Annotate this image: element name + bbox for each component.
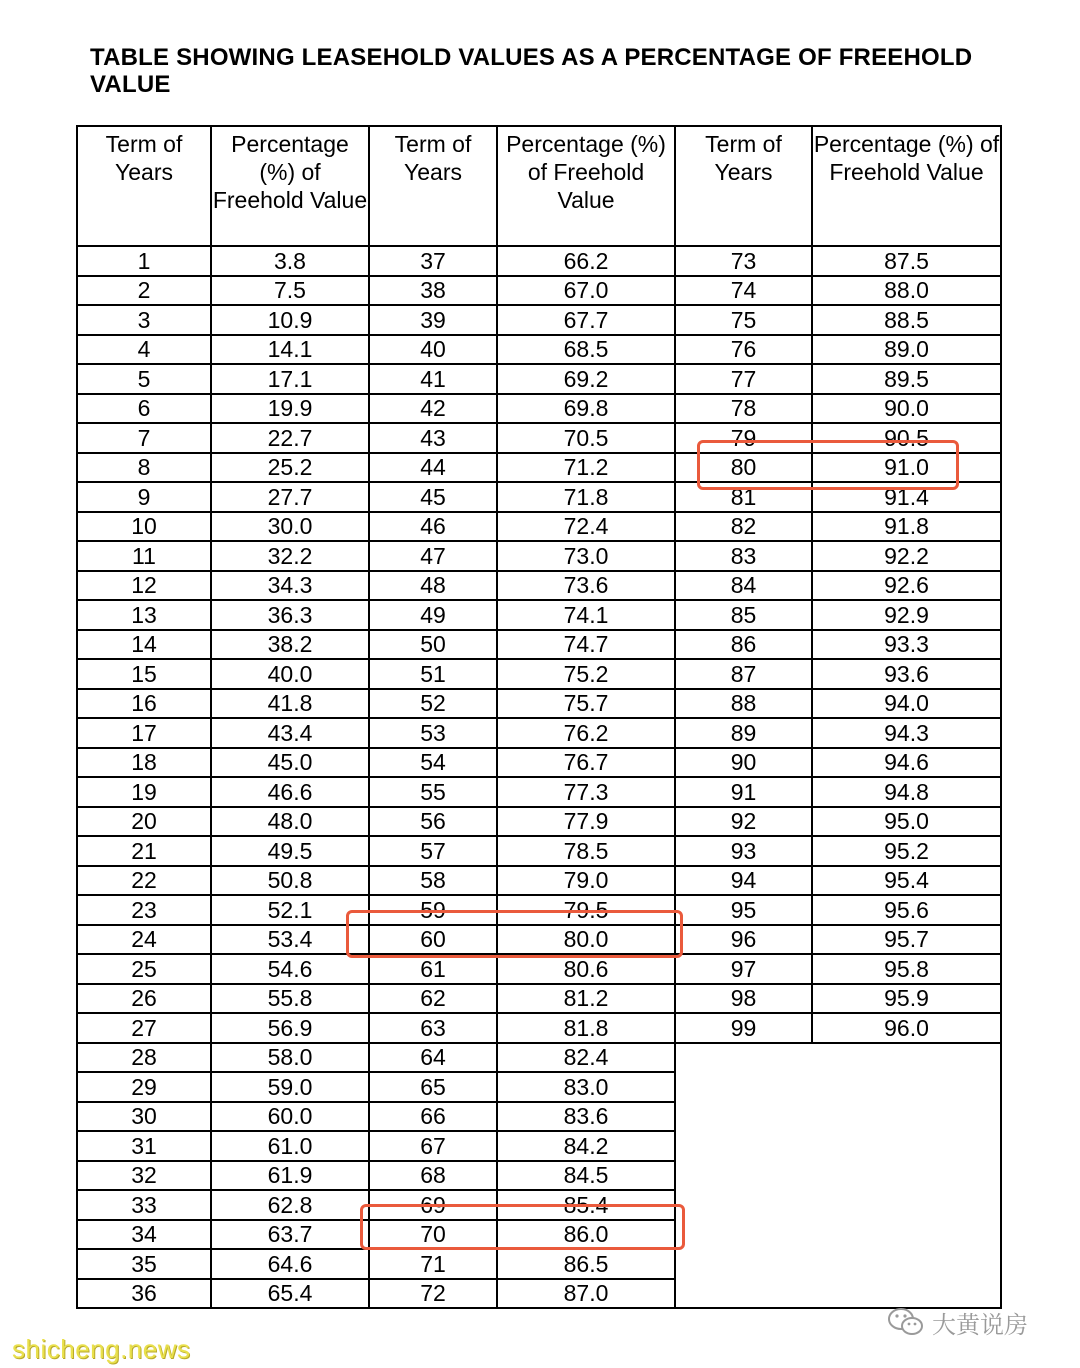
term-years-cell: 15 [77,659,211,689]
table-row [77,777,1001,807]
percentage-value-cell: 68.5 [497,335,675,365]
term-years-cell: 89 [675,718,812,748]
empty-cell [675,1043,812,1073]
term-years-cell: 13 [77,600,211,630]
term-years-cell: 71 [369,1249,497,1279]
percentage-value-cell: 74.7 [497,630,675,660]
percentage-value-cell: 77.3 [497,777,675,807]
term-years-cell: 97 [675,954,812,984]
percentage-value-cell: 66.2 [497,246,675,276]
term-years-cell: 64 [369,1043,497,1073]
term-years-cell: 2 [77,276,211,306]
watermark-account [886,1304,1028,1340]
percentage-value-cell: 79.5 [497,895,675,925]
percentage-value-cell: 92.9 [812,600,1001,630]
table-row [77,1220,1001,1250]
table-row [77,1013,1001,1043]
term-years-cell: 6 [77,394,211,424]
empty-cell [812,1190,1001,1220]
term-years-cell: 33 [77,1190,211,1220]
watermark-site: shicheng.news [12,1334,191,1364]
percentage-value-cell: 38.2 [211,630,369,660]
term-years-cell: 83 [675,541,812,571]
term-years-cell: 32 [77,1161,211,1191]
table-row [77,718,1001,748]
term-years-cell: 72 [369,1279,497,1309]
header-term-2: Term of Years [369,126,497,246]
percentage-value-cell: 92.2 [812,541,1001,571]
empty-cell [675,1161,812,1191]
header-row [77,126,1001,246]
percentage-value-cell: 40.0 [211,659,369,689]
table-row [77,1161,1001,1191]
term-years-cell: 20 [77,807,211,837]
term-years-cell: 60 [369,925,497,955]
term-years-cell: 44 [369,453,497,483]
term-years-cell: 48 [369,571,497,601]
percentage-value-cell: 56.9 [211,1013,369,1043]
table-row [77,1072,1001,1102]
term-years-cell: 50 [369,630,497,660]
term-years-cell: 1 [77,246,211,276]
percentage-value-cell: 7.5 [211,276,369,306]
term-years-cell: 63 [369,1013,497,1043]
percentage-value-cell: 41.8 [211,689,369,719]
table-row [77,984,1001,1014]
table-row [77,394,1001,424]
percentage-value-cell: 49.5 [211,836,369,866]
wechat-icon [886,1306,926,1338]
percentage-value-cell: 95.9 [812,984,1001,1014]
percentage-value-cell: 87.5 [812,246,1001,276]
term-years-cell: 59 [369,895,497,925]
term-years-cell: 85 [675,600,812,630]
percentage-value-cell: 79.0 [497,866,675,896]
empty-cell [812,1072,1001,1102]
table-row [77,571,1001,601]
empty-cell [675,1220,812,1250]
percentage-value-cell: 50.8 [211,866,369,896]
percentage-value-cell: 83.0 [497,1072,675,1102]
percentage-value-cell: 95.6 [812,895,1001,925]
percentage-value-cell: 80.0 [497,925,675,955]
term-years-cell: 29 [77,1072,211,1102]
term-years-cell: 56 [369,807,497,837]
percentage-value-cell: 17.1 [211,364,369,394]
term-years-cell: 27 [77,1013,211,1043]
term-years-cell: 77 [675,364,812,394]
term-years-cell: 73 [675,246,812,276]
percentage-value-cell: 88.0 [812,276,1001,306]
term-years-cell: 62 [369,984,497,1014]
term-years-cell: 36 [77,1279,211,1309]
term-years-cell: 87 [675,659,812,689]
term-years-cell: 49 [369,600,497,630]
percentage-value-cell: 95.4 [812,866,1001,896]
term-years-cell: 90 [675,748,812,778]
percentage-value-cell: 83.6 [497,1102,675,1132]
term-years-cell: 14 [77,630,211,660]
empty-cell [812,1249,1001,1279]
table-row [77,600,1001,630]
term-years-cell: 88 [675,689,812,719]
empty-cell [675,1131,812,1161]
term-years-cell: 39 [369,305,497,335]
percentage-value-cell: 69.8 [497,394,675,424]
percentage-value-cell: 34.3 [211,571,369,601]
table-row [77,1102,1001,1132]
percentage-value-cell: 78.5 [497,836,675,866]
term-years-cell: 67 [369,1131,497,1161]
empty-cell [675,1249,812,1279]
term-years-cell: 24 [77,925,211,955]
percentage-value-cell: 84.5 [497,1161,675,1191]
table-row [77,276,1001,306]
table-row [77,1279,1001,1309]
term-years-cell: 3 [77,305,211,335]
percentage-value-cell: 55.8 [211,984,369,1014]
term-years-cell: 30 [77,1102,211,1132]
header-term-3: Term of Years [675,126,812,246]
percentage-value-cell: 77.9 [497,807,675,837]
table-row [77,807,1001,837]
term-years-cell: 51 [369,659,497,689]
percentage-value-cell: 54.6 [211,954,369,984]
percentage-value-cell: 64.6 [211,1249,369,1279]
percentage-value-cell: 65.4 [211,1279,369,1309]
percentage-value-cell: 82.4 [497,1043,675,1073]
percentage-value-cell: 27.7 [211,482,369,512]
percentage-value-cell: 36.3 [211,600,369,630]
table-row [77,541,1001,571]
term-years-cell: 58 [369,866,497,896]
percentage-value-cell: 95.2 [812,836,1001,866]
table-row [77,335,1001,365]
term-years-cell: 69 [369,1190,497,1220]
percentage-value-cell: 25.2 [211,453,369,483]
table-row [77,1249,1001,1279]
term-years-cell: 18 [77,748,211,778]
table-row [77,423,1001,453]
term-years-cell: 76 [675,335,812,365]
term-years-cell: 94 [675,866,812,896]
empty-cell [812,1161,1001,1191]
term-years-cell: 61 [369,954,497,984]
term-years-cell: 54 [369,748,497,778]
term-years-cell: 78 [675,394,812,424]
table-row [77,453,1001,483]
leasehold-table [76,125,1002,1309]
percentage-value-cell: 3.8 [211,246,369,276]
header-percentage-2: Percentage (%) of Freehold Value [497,126,675,246]
percentage-value-cell: 75.7 [497,689,675,719]
table-row [77,482,1001,512]
percentage-value-cell: 81.8 [497,1013,675,1043]
empty-cell [812,1220,1001,1250]
table-row [77,748,1001,778]
term-years-cell: 47 [369,541,497,571]
percentage-value-cell: 95.7 [812,925,1001,955]
percentage-value-cell: 19.9 [211,394,369,424]
percentage-value-cell: 91.8 [812,512,1001,542]
percentage-value-cell: 73.0 [497,541,675,571]
percentage-value-cell: 46.6 [211,777,369,807]
percentage-value-cell: 60.0 [211,1102,369,1132]
percentage-value-cell: 14.1 [211,335,369,365]
percentage-value-cell: 80.6 [497,954,675,984]
percentage-value-cell: 61.0 [211,1131,369,1161]
term-years-cell: 66 [369,1102,497,1132]
percentage-value-cell: 43.4 [211,718,369,748]
term-years-cell: 82 [675,512,812,542]
watermark-account-name: 大黄说房 [932,1310,1028,1339]
term-years-cell: 74 [675,276,812,306]
term-years-cell: 12 [77,571,211,601]
term-years-cell: 43 [369,423,497,453]
term-years-cell: 41 [369,364,497,394]
table-row [77,895,1001,925]
term-years-cell: 95 [675,895,812,925]
header-percentage-3: Percentage (%) of Freehold Value [812,126,1001,246]
percentage-value-cell: 72.4 [497,512,675,542]
percentage-value-cell: 94.8 [812,777,1001,807]
percentage-value-cell: 10.9 [211,305,369,335]
term-years-cell: 75 [675,305,812,335]
percentage-value-cell: 94.0 [812,689,1001,719]
percentage-value-cell: 67.7 [497,305,675,335]
term-years-cell: 34 [77,1220,211,1250]
percentage-value-cell: 30.0 [211,512,369,542]
term-years-cell: 10 [77,512,211,542]
percentage-value-cell: 88.5 [812,305,1001,335]
term-years-cell: 35 [77,1249,211,1279]
percentage-value-cell: 70.5 [497,423,675,453]
term-years-cell: 91 [675,777,812,807]
term-years-cell: 7 [77,423,211,453]
percentage-value-cell: 90.0 [812,394,1001,424]
term-years-cell: 45 [369,482,497,512]
term-years-cell: 19 [77,777,211,807]
percentage-value-cell: 94.3 [812,718,1001,748]
percentage-value-cell: 32.2 [211,541,369,571]
percentage-value-cell: 75.2 [497,659,675,689]
percentage-value-cell: 93.3 [812,630,1001,660]
percentage-value-cell: 73.6 [497,571,675,601]
percentage-value-cell: 71.2 [497,453,675,483]
term-years-cell: 99 [675,1013,812,1043]
percentage-value-cell: 91.0 [812,453,1001,483]
table-row [77,1190,1001,1220]
percentage-value-cell: 95.8 [812,954,1001,984]
percentage-value-cell: 53.4 [211,925,369,955]
term-years-cell: 37 [369,246,497,276]
table-row [77,689,1001,719]
term-years-cell: 92 [675,807,812,837]
term-years-cell: 8 [77,453,211,483]
term-years-cell: 40 [369,335,497,365]
percentage-value-cell: 48.0 [211,807,369,837]
term-years-cell: 70 [369,1220,497,1250]
percentage-value-cell: 62.8 [211,1190,369,1220]
term-years-cell: 11 [77,541,211,571]
term-years-cell: 16 [77,689,211,719]
empty-cell [675,1102,812,1132]
table-row [77,954,1001,984]
term-years-cell: 55 [369,777,497,807]
percentage-value-cell: 87.0 [497,1279,675,1309]
percentage-value-cell: 94.6 [812,748,1001,778]
table-row [77,305,1001,335]
term-years-cell: 9 [77,482,211,512]
percentage-value-cell: 81.2 [497,984,675,1014]
empty-cell [675,1279,812,1309]
percentage-value-cell: 74.1 [497,600,675,630]
percentage-value-cell: 92.6 [812,571,1001,601]
percentage-value-cell: 61.9 [211,1161,369,1191]
percentage-value-cell: 86.0 [497,1220,675,1250]
percentage-value-cell: 90.5 [812,423,1001,453]
header-percentage-1: Percentage (%) of Freehold Value [211,126,369,246]
percentage-value-cell: 69.2 [497,364,675,394]
term-years-cell: 80 [675,453,812,483]
term-years-cell: 22 [77,866,211,896]
percentage-value-cell: 89.5 [812,364,1001,394]
table-row [77,659,1001,689]
percentage-value-cell: 52.1 [211,895,369,925]
percentage-value-cell: 86.5 [497,1249,675,1279]
term-years-cell: 4 [77,335,211,365]
percentage-value-cell: 45.0 [211,748,369,778]
term-years-cell: 98 [675,984,812,1014]
percentage-value-cell: 93.6 [812,659,1001,689]
percentage-value-cell: 58.0 [211,1043,369,1073]
table-row [77,364,1001,394]
table-row [77,866,1001,896]
term-years-cell: 28 [77,1043,211,1073]
table-row [77,1131,1001,1161]
term-years-cell: 46 [369,512,497,542]
empty-cell [675,1190,812,1220]
percentage-value-cell: 85.4 [497,1190,675,1220]
term-years-cell: 93 [675,836,812,866]
term-years-cell: 26 [77,984,211,1014]
empty-cell [812,1131,1001,1161]
term-years-cell: 81 [675,482,812,512]
term-years-cell: 79 [675,423,812,453]
empty-cell [812,1102,1001,1132]
percentage-value-cell: 67.0 [497,276,675,306]
term-years-cell: 21 [77,836,211,866]
percentage-value-cell: 96.0 [812,1013,1001,1043]
empty-cell [812,1043,1001,1073]
term-years-cell: 25 [77,954,211,984]
percentage-value-cell: 95.0 [812,807,1001,837]
term-years-cell: 42 [369,394,497,424]
term-years-cell: 5 [77,364,211,394]
term-years-cell: 68 [369,1161,497,1191]
term-years-cell: 23 [77,895,211,925]
table-row [77,925,1001,955]
percentage-value-cell: 63.7 [211,1220,369,1250]
term-years-cell: 84 [675,571,812,601]
page-title: TABLE SHOWING LEASEHOLD VALUES AS A PERCENTAGE OF FREEHOLD VALUE [90,44,973,98]
term-years-cell: 38 [369,276,497,306]
term-years-cell: 52 [369,689,497,719]
percentage-value-cell: 71.8 [497,482,675,512]
header-term-1: Term of Years [77,126,211,246]
table-row [77,512,1001,542]
table-row [77,1043,1001,1073]
term-years-cell: 53 [369,718,497,748]
percentage-value-cell: 59.0 [211,1072,369,1102]
percentage-value-cell: 76.2 [497,718,675,748]
term-years-cell: 17 [77,718,211,748]
table-row [77,630,1001,660]
term-years-cell: 31 [77,1131,211,1161]
empty-cell [675,1072,812,1102]
table-row [77,246,1001,276]
term-years-cell: 57 [369,836,497,866]
percentage-value-cell: 84.2 [497,1131,675,1161]
percentage-value-cell: 89.0 [812,335,1001,365]
term-years-cell: 86 [675,630,812,660]
term-years-cell: 65 [369,1072,497,1102]
percentage-value-cell: 76.7 [497,748,675,778]
percentage-value-cell: 91.4 [812,482,1001,512]
term-years-cell: 96 [675,925,812,955]
percentage-value-cell: 22.7 [211,423,369,453]
table-row [77,836,1001,866]
